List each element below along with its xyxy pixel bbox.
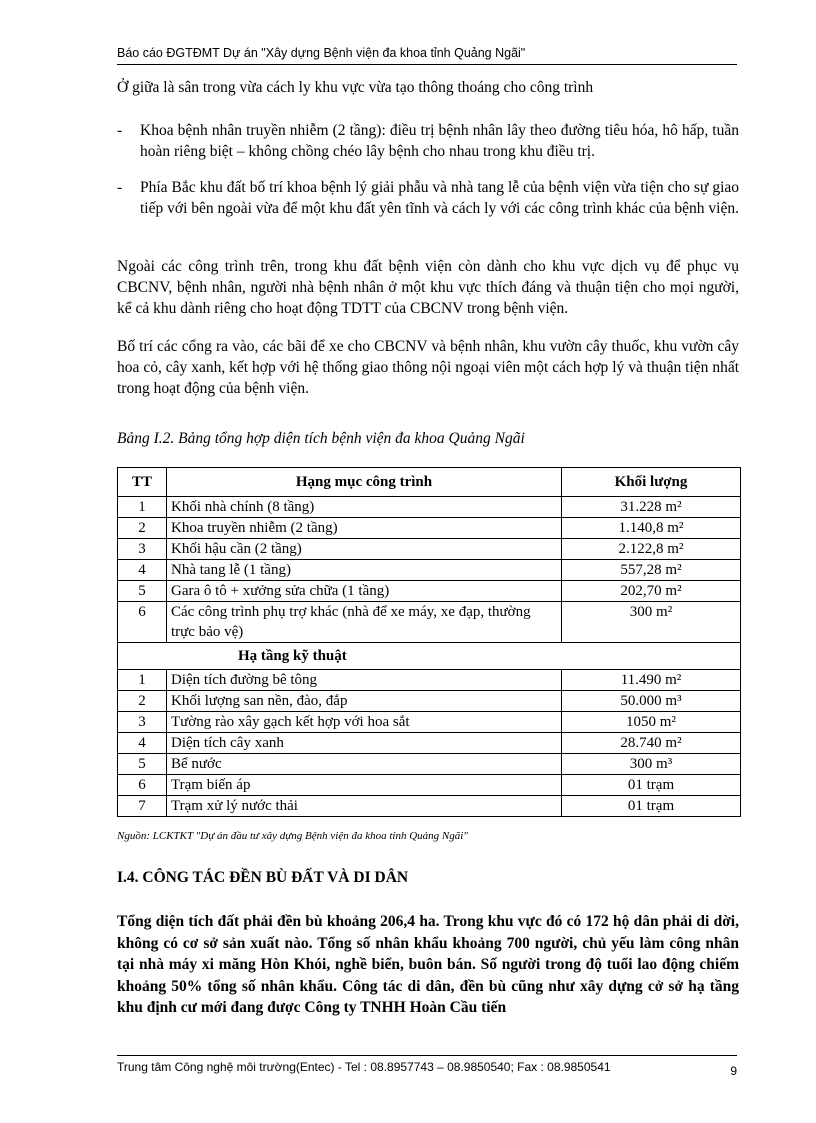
header-item: Hạng mục công trình: [167, 468, 562, 497]
cell-item: Khối hậu cần (2 tầng): [167, 539, 562, 560]
table-caption: Bảng I.2. Bảng tổng hợp diện tích bệnh viện đa khoa Quảng Ngãi: [117, 430, 525, 447]
cell-quantity: 557,28 m²: [562, 560, 741, 581]
table-row: [118, 775, 741, 796]
cell-item: Gara ô tô + xưởng sửa chữa (1 tầng): [167, 581, 562, 602]
cell-quantity: 50.000 m³: [562, 691, 741, 712]
section-paragraph: Tổng diện tích đất phải đền bù khoảng 206,4 ha. Trong khu vực đó có 172 hộ dân phải di dời, không có cơ sở sản xuất nào. Tổng số nhân khẩu khoảng 700 người, chủ yếu làm công nhân tại nhà máy xi măng Hòn Khói, nghề biển, buôn bán. Số người trong độ tuổi lao động chiếm khoảng 50% tổng số nhân khẩu. Công tác di dân, đền bù cũng như xây dựng cở sở hạ tầng khu định cư mới đang được Công ty TNHH Hoàn Cầu tiến: [117, 913, 739, 1016]
table-row: [118, 560, 741, 581]
table-row: [118, 691, 741, 712]
cell-tt: 3: [118, 712, 167, 733]
table-row: [118, 497, 741, 518]
cell-tt: 6: [118, 775, 167, 796]
table-row: [118, 539, 741, 560]
cell-item: Diện tích đường bê tông: [167, 670, 562, 691]
bullet-dash: -: [117, 122, 123, 139]
cell-tt: 2: [118, 518, 167, 539]
cell-quantity: 01 trạm: [562, 796, 741, 817]
cell-quantity: 202,70 m²: [562, 581, 741, 602]
cell-item: Diện tích cây xanh: [167, 733, 562, 754]
cell-tt: 4: [118, 560, 167, 581]
cell-quantity: 300 m²: [562, 602, 741, 643]
cell-item: Trạm xử lý nước thải: [167, 796, 562, 817]
footer-text: Trung tâm Công nghệ môi trường(Entec) - Tel : 08.8957743 – 08.9850540; Fax : 08.9850541: [117, 1060, 611, 1074]
bullet-text: Khoa bệnh nhân truyền nhiễm (2 tầng): điều trị bệnh nhân lây theo đường tiêu hóa, hô hấp, tuần hoàn riêng biệt – không chồng chéo lây bệnh cho nhau trong khu điều trị.: [140, 122, 739, 160]
cell-item: Khối nhà chính (8 tầng): [167, 497, 562, 518]
group-label: Hạ tầng kỹ thuật: [118, 643, 741, 670]
cell-tt: 1: [118, 497, 167, 518]
page-number: 9: [730, 1064, 737, 1078]
intro-line: Ở giữa là sân trong vừa cách ly khu vực vừa tạo thông thoáng cho công trình: [117, 79, 594, 96]
bullet-dash: -: [117, 179, 123, 196]
table-row: [118, 754, 741, 775]
cell-tt: 7: [118, 796, 167, 817]
cell-tt: 1: [118, 670, 167, 691]
cell-item: Khoa truyền nhiễm (2 tầng): [167, 518, 562, 539]
table-group-row: [118, 643, 741, 670]
page-header: Báo cáo ĐGTĐMT Dự án "Xây dựng Bệnh viện đa khoa tỉnh Quảng Ngãi": [117, 46, 737, 65]
page-footer: [117, 1055, 737, 1078]
cell-item: Trạm biến áp: [167, 775, 562, 796]
table-row: [118, 518, 741, 539]
bullet-item: [117, 177, 739, 219]
table-source-note: Nguồn: LCKTKT "Dự án đầu tư xây dựng Bệnh viện đa khoa tỉnh Quảng Ngãi": [117, 830, 468, 842]
table-row: [118, 602, 741, 643]
cell-quantity: 31.228 m²: [562, 497, 741, 518]
cell-tt: 5: [118, 754, 167, 775]
header-quantity: Khối lượng: [562, 468, 741, 497]
cell-item: Các công trình phụ trợ khác (nhà để xe máy, xe đạp, thường trực bảo vệ): [167, 602, 562, 643]
cell-tt: 5: [118, 581, 167, 602]
cell-item: Bể nước: [167, 754, 562, 775]
table-row: [118, 733, 741, 754]
cell-tt: 3: [118, 539, 167, 560]
cell-quantity: 1050 m²: [562, 712, 741, 733]
cell-quantity: 28.740 m²: [562, 733, 741, 754]
table-row: [118, 712, 741, 733]
paragraph-gates: Bố trí các cổng ra vào, các bãi để xe cho CBCNV và bệnh nhân, khu vườn cây thuốc, khu vườn cây hoa cỏ, cây xanh, kết hợp với hệ thống giao thông nội ngoại viên một cách hợp lý và thuận tiện nhất trong hoạt động của bệnh viện.: [117, 338, 739, 397]
cell-quantity: 2.122,8 m²: [562, 539, 741, 560]
cell-item: Khối lượng san nền, đào, đắp: [167, 691, 562, 712]
bullet-text: Phía Bắc khu đất bố trí khoa bệnh lý giải phẫu và nhà tang lễ của bệnh viện vừa tiện cho sự giao tiếp với bên ngoài vừa để một khu đất yên tĩnh và cách ly với các công trình khác của bệnh viện.: [140, 179, 739, 217]
cell-item: Tường rào xây gạch kết hợp với hoa sắt: [167, 712, 562, 733]
cell-item: Nhà tang lễ (1 tầng): [167, 560, 562, 581]
cell-tt: 2: [118, 691, 167, 712]
cell-quantity: 11.490 m²: [562, 670, 741, 691]
paragraph-services: Ngoài các công trình trên, trong khu đất bệnh viện còn dành cho khu vực dịch vụ để phục vụ CBCNV, bệnh nhân, người nhà bệnh nhân ở một khu vực thích đáng và thuận tiện cho mọi người, kể cả khu dành riêng cho hoạt động TDTT của CBCNV trong bệnh viện.: [117, 258, 739, 317]
table-header-row: [118, 468, 741, 497]
section-heading: I.4. CÔNG TÁC ĐỀN BÙ ĐẤT VÀ DI DÂN: [117, 869, 409, 886]
cell-quantity: 1.140,8 m²: [562, 518, 741, 539]
cell-quantity: 01 trạm: [562, 775, 741, 796]
table-row: [118, 796, 741, 817]
cell-quantity: 300 m³: [562, 754, 741, 775]
area-summary-table: [117, 467, 741, 817]
table-row: [118, 581, 741, 602]
bullet-item: [117, 120, 739, 162]
header-tt: TT: [118, 468, 167, 497]
cell-tt: 6: [118, 602, 167, 643]
table-row: [118, 670, 741, 691]
cell-tt: 4: [118, 733, 167, 754]
